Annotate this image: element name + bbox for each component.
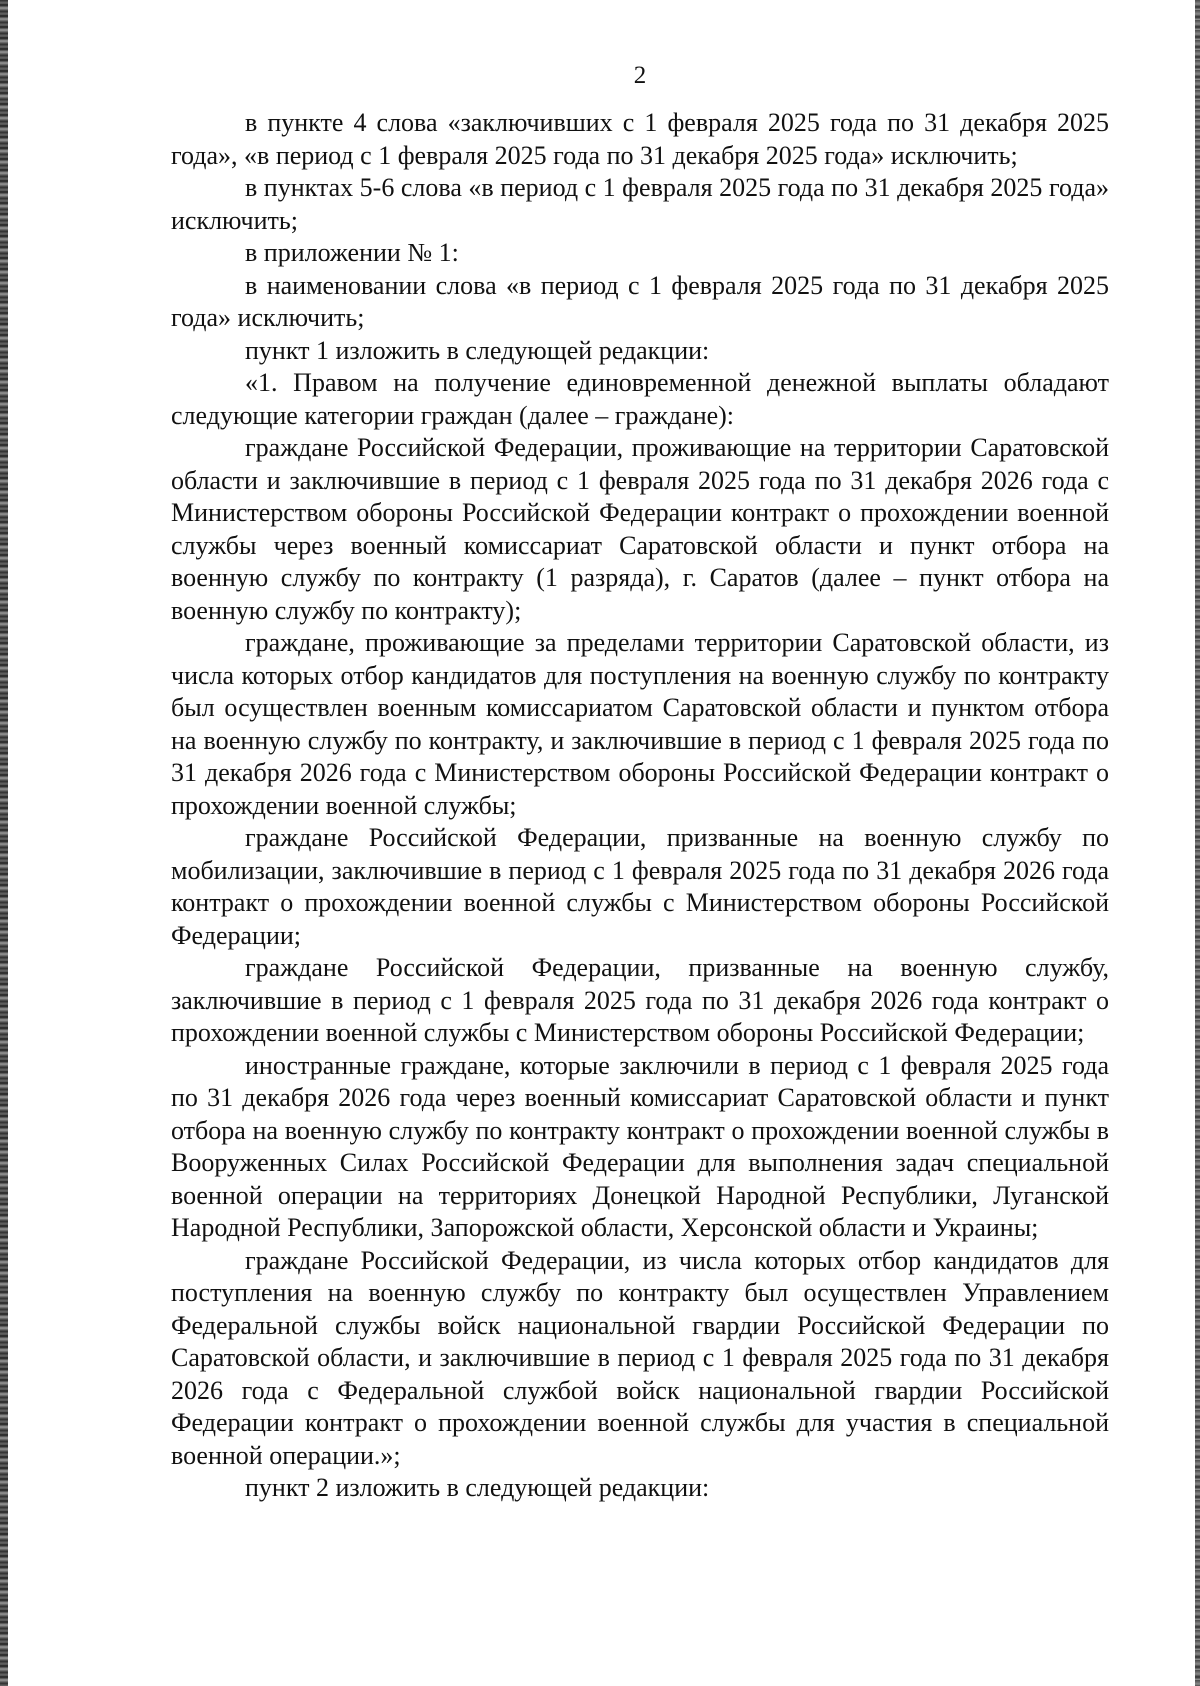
- paragraph-1: в пункте 4 слова «заключивших с 1 февраля 2025 года по 31 декабря 2025 года», «в период с 1 февраля 2025 года по 31 декабря 2025 года» исключить;: [171, 108, 1109, 170]
- paragraph-2: в пунктах 5-6 слова «в период с 1 февраля 2025 года по 31 декабря 2025 года» исключить;: [171, 173, 1109, 235]
- document-body: [171, 107, 1109, 1505]
- paragraph-5: пункт 1 изложить в следующей редакции:: [245, 335, 710, 365]
- paragraph-4: в наименовании слова «в период с 1 февраля 2025 года по 31 декабря 2025 года» исключить;: [171, 270, 1109, 332]
- scan-border-left: [0, 0, 8, 1686]
- paragraph-6: «1. Правом на получение единовременной денежной выплаты обладают следующие категории граждан (далее – граждане):: [171, 368, 1109, 430]
- scan-border-right: [1195, 0, 1200, 1686]
- page-number: 2: [633, 62, 647, 89]
- paragraph-11: иностранные граждане, которые заключили в период с 1 февраля 2025 года по 31 декабря 2026 года через военный комиссариат Саратовской области и пункт отбора на военную службу по контракту контракт о прохождении военной службы в Вооруженных Силах Российской Федерации для выполнения задач специальной военной операции на территориях Донецкой Народной Республики, Луганской Народной Республики, Запорожской области, Херсонской области и Украины;: [171, 1050, 1109, 1242]
- paragraph-7: граждане Российской Федерации, проживающие на территории Саратовской области и заключившие в период с 1 февраля 2025 года по 31 декабря 2026 года с Министерством обороны Российской Федерации контракт о прохождении военной службы через военный комиссариат Саратовской области и пункт отбора на военную службу по контракту (1 разряда), г. Саратов (далее – пункт отбора на военную службу по контракту);: [171, 433, 1109, 625]
- paragraph-9: граждане Российской Федерации, призванные на военную службу по мобилизации, заключившие в период с 1 февраля 2025 года по 31 декабря 2026 года контракт о прохождении военной службы с Министерством обороны Российской Федерации;: [171, 823, 1109, 950]
- paragraph-12: граждане Российской Федерации, из числа которых отбор кандидатов для поступления на военную службу по контракту был осуществлен Управлением Федеральной службы войск национальной гвардии Российской Федерации по Саратовской области, и заключившие в период с 1 февраля 2025 года по 31 декабря 2026 года с Федеральной службой войск национальной гвардии Российской Федерации контракт о прохождении военной службы для участия в специальной военной операции.»;: [171, 1245, 1109, 1470]
- paragraph-8: граждане, проживающие за пределами территории Саратовской области, из числа которых отбор кандидатов для поступления на военную службу по контракту был осуществлен военным комиссариатом Саратовской области и пунктом отбора на военную службу по контракту, и заключившие в период с 1 февраля 2025 года по 31 декабря 2026 года с Министерством обороны Российской Федерации контракт о прохождении военной службы;: [171, 628, 1109, 820]
- paragraph-10: граждане Российской Федерации, призванные на военную службу, заключившие в период с 1 февраля 2025 года по 31 декабря 2026 года контракт о прохождении военной службы с Министерством обороны Российской Федерации;: [171, 953, 1109, 1047]
- paragraph-13: пункт 2 изложить в следующей редакции:: [245, 1473, 710, 1502]
- paragraph-3: в приложении № 1:: [245, 238, 459, 267]
